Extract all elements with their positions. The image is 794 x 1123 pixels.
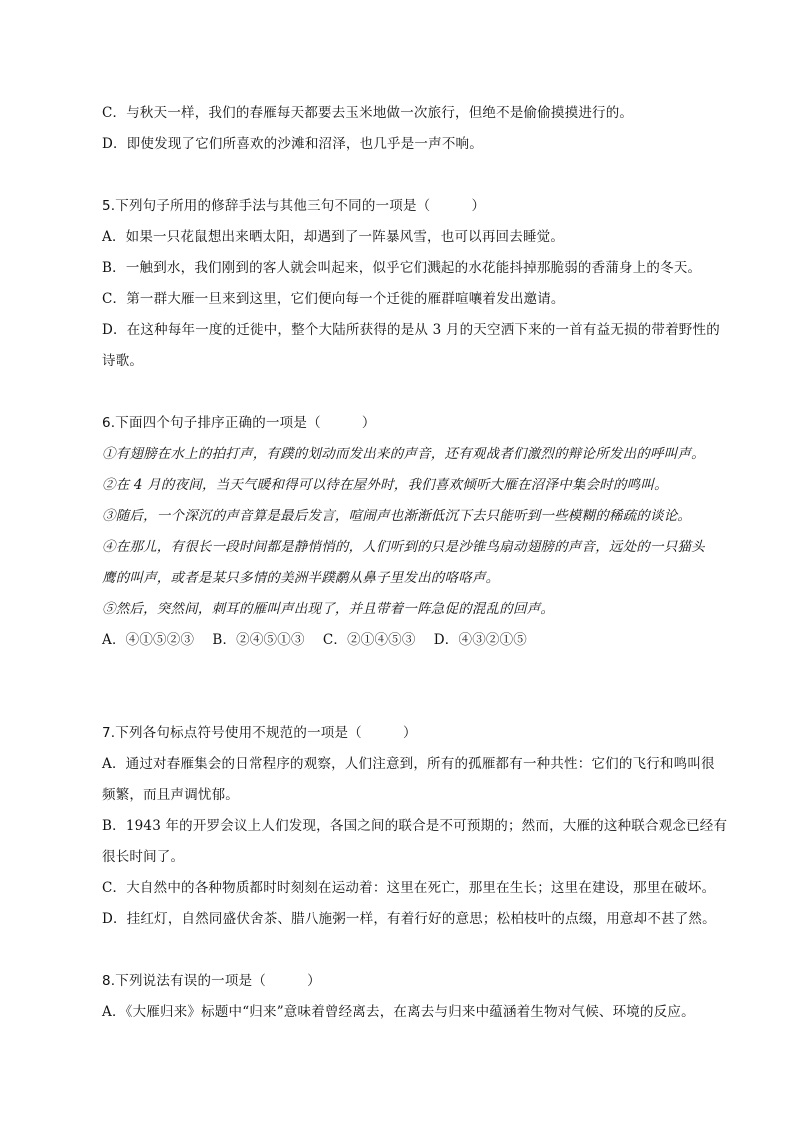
q7-option-a-line1: A．通过对春雁集会的日常程序的观察，人们注意到，所有的孤雁都有一种共性：它们的飞行和鸣叫很 [102, 756, 715, 772]
q6-sentence-3: ③随后，一个深沉的声音算是最后发言，喧闹声也渐渐低沉下去只能听到一些模糊的稀疏的谈论。 [102, 508, 692, 524]
q4-option-c: C．与秋天一样，我们的春雁每天都要去玉米地做一次旅行，但绝不是偷偷摸摸进行的。 [102, 105, 634, 121]
q5-option-c: C．第一群大雁一旦来到这里，它们便向每一个迁徙的雁群喧嚷着发出邀请。 [102, 291, 565, 307]
q5-option-b: B．一触到水，我们刚到的客人就会叫起来，似乎它们溅起的水花能抖掉那脆弱的香蒲身上的冬天。 [102, 260, 702, 276]
q7-option-d: D．挂红灯，自然同盛伏舍茶、腊八施粥一样，有着行好的意思；松柏枝叶的点缀，用意却不甚了然。 [102, 911, 716, 927]
q7-option-a-line2: 频繁，而且声调忧郁。 [102, 787, 239, 803]
question-6-stem: 6.下面四个句子排序正确的一项是（ ） [102, 415, 376, 431]
question-8-stem: 8.下列说法有误的一项是（ ） [102, 973, 321, 989]
q4-option-d: D．即使发现了它们所喜欢的沙滩和沼泽，也几乎是一声不响。 [102, 136, 483, 152]
q6-sentence-4-line1: ④在那儿，有很长一段时间都是静悄悄的，人们听到的只是沙锥鸟扇动翅膀的声音，远处的一只猫头 [102, 539, 705, 555]
q7-option-b-line2: 很长时间了。 [102, 849, 185, 865]
q7-option-b-line1: B．1943 年的开罗会议上人们发现，各国之间的联合是不可预期的；然而，大雁的这种联合观念已经有 [102, 818, 728, 834]
q5-option-a: A．如果一只花鼠想出来晒太阳，却遇到了一阵暴风雪，也可以再回去睡觉。 [102, 229, 565, 245]
q6-sentence-2: ②在 4 月的夜间，当天气暖和得可以待在屋外时，我们喜欢倾听大雁在沼泽中集会时的鸣叫。 [102, 477, 668, 493]
q5-option-d-line2: 诗歌。 [102, 353, 144, 369]
question-7-stem: 7.下列各句标点符号使用不规范的一项是（ ） [102, 725, 417, 741]
q5-option-d-line1: D．在这种每年一度的迁徙中，整个大陆所获得的是从 3 月的天空洒下来的一首有益无损的带着野性的 [102, 322, 720, 338]
q6-sentence-1: ①有翅膀在水上的拍打声，有蹼的划动而发出来的声音，还有观战者们激烈的辩论所发出的呼叫声。 [102, 446, 705, 462]
q7-option-c: C．大自然中的各种物质都时时刻刻在运动着：这里在死亡，那里在生长；这里在建设，那里在破坏。 [102, 880, 716, 896]
question-5-stem: 5.下列句子所用的修辞手法与其他三句不同的一项是（ ） [102, 198, 486, 214]
q6-options: A．④①⑤②③ B．②④⑤①③ C．②①④⑤③ D．④③②①⑤ [102, 632, 527, 648]
q6-sentence-5: ⑤然后，突然间，刺耳的雁叫声出现了，并且带着一阵急促的混乱的回声。 [102, 601, 555, 617]
q6-sentence-4-line2: 鹰的叫声，或者是某只多情的美洲半蹼鹬从鼻子里发出的咯咯声。 [102, 570, 500, 586]
q8-option-a: A．《大雁归来》标题中“归来”意味着曾经离去，在离去与归来中蕴涵着生物对气候、环境的反应。 [102, 1004, 695, 1020]
